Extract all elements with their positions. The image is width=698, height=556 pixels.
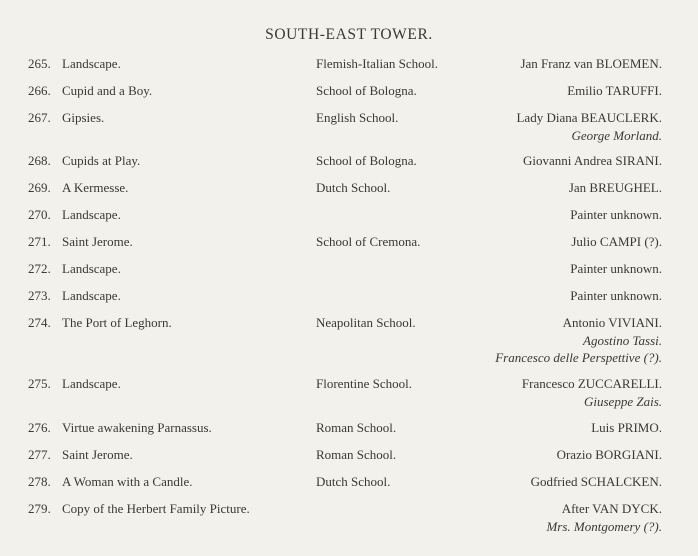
catalogue-entry — [0, 447, 698, 465]
catalogue-entry — [0, 180, 698, 198]
entry-artist: Julio CAMPI (?). — [571, 234, 662, 249]
entry-number: 268. — [28, 153, 51, 168]
entry-artist: Francesco ZUCCARELLI. — [521, 376, 662, 391]
entry-title: Gipsies. — [62, 110, 105, 125]
entry-title: Landscape. — [62, 261, 121, 276]
catalogue-entry — [0, 83, 698, 101]
entry-school: Dutch School. — [316, 474, 391, 489]
catalogue-entry — [0, 261, 698, 279]
entry-title: Landscape. — [62, 207, 121, 222]
entry-number: 275. — [28, 376, 51, 391]
entry-line — [0, 207, 698, 225]
entry-attribution: Mrs. Montgomery (?). — [546, 518, 662, 534]
entry-line — [0, 180, 698, 198]
entry-line — [0, 288, 698, 306]
catalogue-entry — [0, 153, 698, 171]
entry-number: 266. — [28, 83, 51, 98]
entry-number: 267. — [28, 110, 51, 125]
entry-attribution: Giuseppe Zais. — [584, 393, 662, 409]
entry-line — [0, 153, 698, 171]
entry-number: 279. — [28, 501, 51, 516]
entry-school: Roman School. — [316, 447, 397, 462]
entry-school: Neapolitan School. — [316, 315, 416, 330]
entry-title: A Kermesse. — [62, 180, 129, 195]
catalogue-entry — [0, 234, 698, 252]
entry-artist: Godfried SCHALCKEN. — [530, 474, 662, 489]
entry-number: 277. — [28, 447, 51, 462]
entry-school: Flemish-Italian School. — [316, 56, 439, 71]
entry-school: Florentine School. — [316, 376, 413, 391]
entry-artist: Giovanni Andrea SIRANI. — [522, 153, 662, 168]
entry-school: English School. — [316, 110, 399, 125]
entry-artist: Luis PRIMO. — [591, 420, 662, 435]
catalogue-entry — [0, 56, 698, 74]
entry-number: 274. — [28, 315, 51, 330]
catalogue-entry — [0, 288, 698, 306]
entry-title: Virtue awakening Parnassus. — [62, 420, 212, 435]
entry-line — [0, 234, 698, 252]
entry-line — [0, 474, 698, 492]
entry-line — [0, 447, 698, 465]
entry-title: Landscape. — [62, 56, 121, 71]
catalogue-entry — [0, 207, 698, 225]
catalogue-entry — [0, 420, 698, 438]
entry-artist: Painter unknown. — [570, 288, 662, 303]
entry-number: 273. — [28, 288, 51, 303]
catalogue-entry — [0, 315, 698, 365]
entry-title: Cupid and a Boy. — [62, 83, 153, 98]
page-heading: SOUTH-EAST TOWER. — [265, 26, 433, 43]
entry-title: Cupids at Play. — [62, 153, 141, 168]
entry-artist: Antonio VIVIANI. — [562, 315, 662, 330]
entry-title: A Woman with a Candle. — [62, 474, 193, 489]
entry-attribution: Agostino Tassi. — [583, 332, 662, 348]
entry-line — [0, 261, 698, 279]
entry-line — [0, 420, 698, 438]
catalogue-entry — [0, 376, 698, 409]
entry-title: Saint Jerome. — [62, 447, 133, 462]
entry-artist: Orazio BORGIANI. — [556, 447, 662, 462]
entry-line — [0, 83, 698, 101]
entry-number: 276. — [28, 420, 51, 435]
entry-attribution: Francesco delle Perspettive (?). — [495, 350, 662, 365]
entry-number: 271. — [28, 234, 51, 249]
entry-line — [0, 376, 698, 394]
entry-artist: Painter unknown. — [570, 261, 662, 276]
entry-school: School of Bologna. — [316, 153, 417, 168]
entry-artist: Emilio TARUFFI. — [567, 83, 662, 98]
entry-school: Roman School. — [316, 420, 397, 435]
entry-artist: Jan BREUGHEL. — [568, 180, 662, 195]
entry-title: The Port of Leghorn. — [62, 315, 172, 330]
entry-title: Saint Jerome. — [62, 234, 133, 249]
entry-title: Landscape. — [62, 288, 121, 303]
catalogue-entry — [0, 110, 698, 143]
catalogue-entry — [0, 474, 698, 492]
entry-title: Landscape. — [62, 376, 121, 391]
entry-number: 265. — [28, 56, 51, 71]
entry-title: Copy of the Herbert Family Picture. — [62, 501, 250, 516]
entry-number: 269. — [28, 180, 51, 195]
entry-number: 272. — [28, 261, 51, 276]
entry-artist: Painter unknown. — [570, 207, 662, 222]
entry-line — [0, 315, 698, 333]
entry-line — [0, 110, 698, 128]
entry-artist: After VAN DYCK. — [561, 501, 662, 516]
entry-number: 270. — [28, 207, 51, 222]
entry-attribution: George Morland. — [571, 127, 662, 143]
entry-artist: Jan Franz van BLOEMEN. — [520, 56, 662, 71]
entry-school: School of Cremona. — [316, 234, 421, 249]
entry-school: School of Bologna. — [316, 83, 417, 98]
entry-line — [0, 501, 698, 519]
entry-line — [0, 56, 698, 74]
entry-number: 278. — [28, 474, 51, 489]
catalogue-entry — [0, 501, 698, 534]
entry-school: Dutch School. — [316, 180, 391, 195]
entry-artist: Lady Diana BEAUCLERK. — [516, 110, 662, 125]
